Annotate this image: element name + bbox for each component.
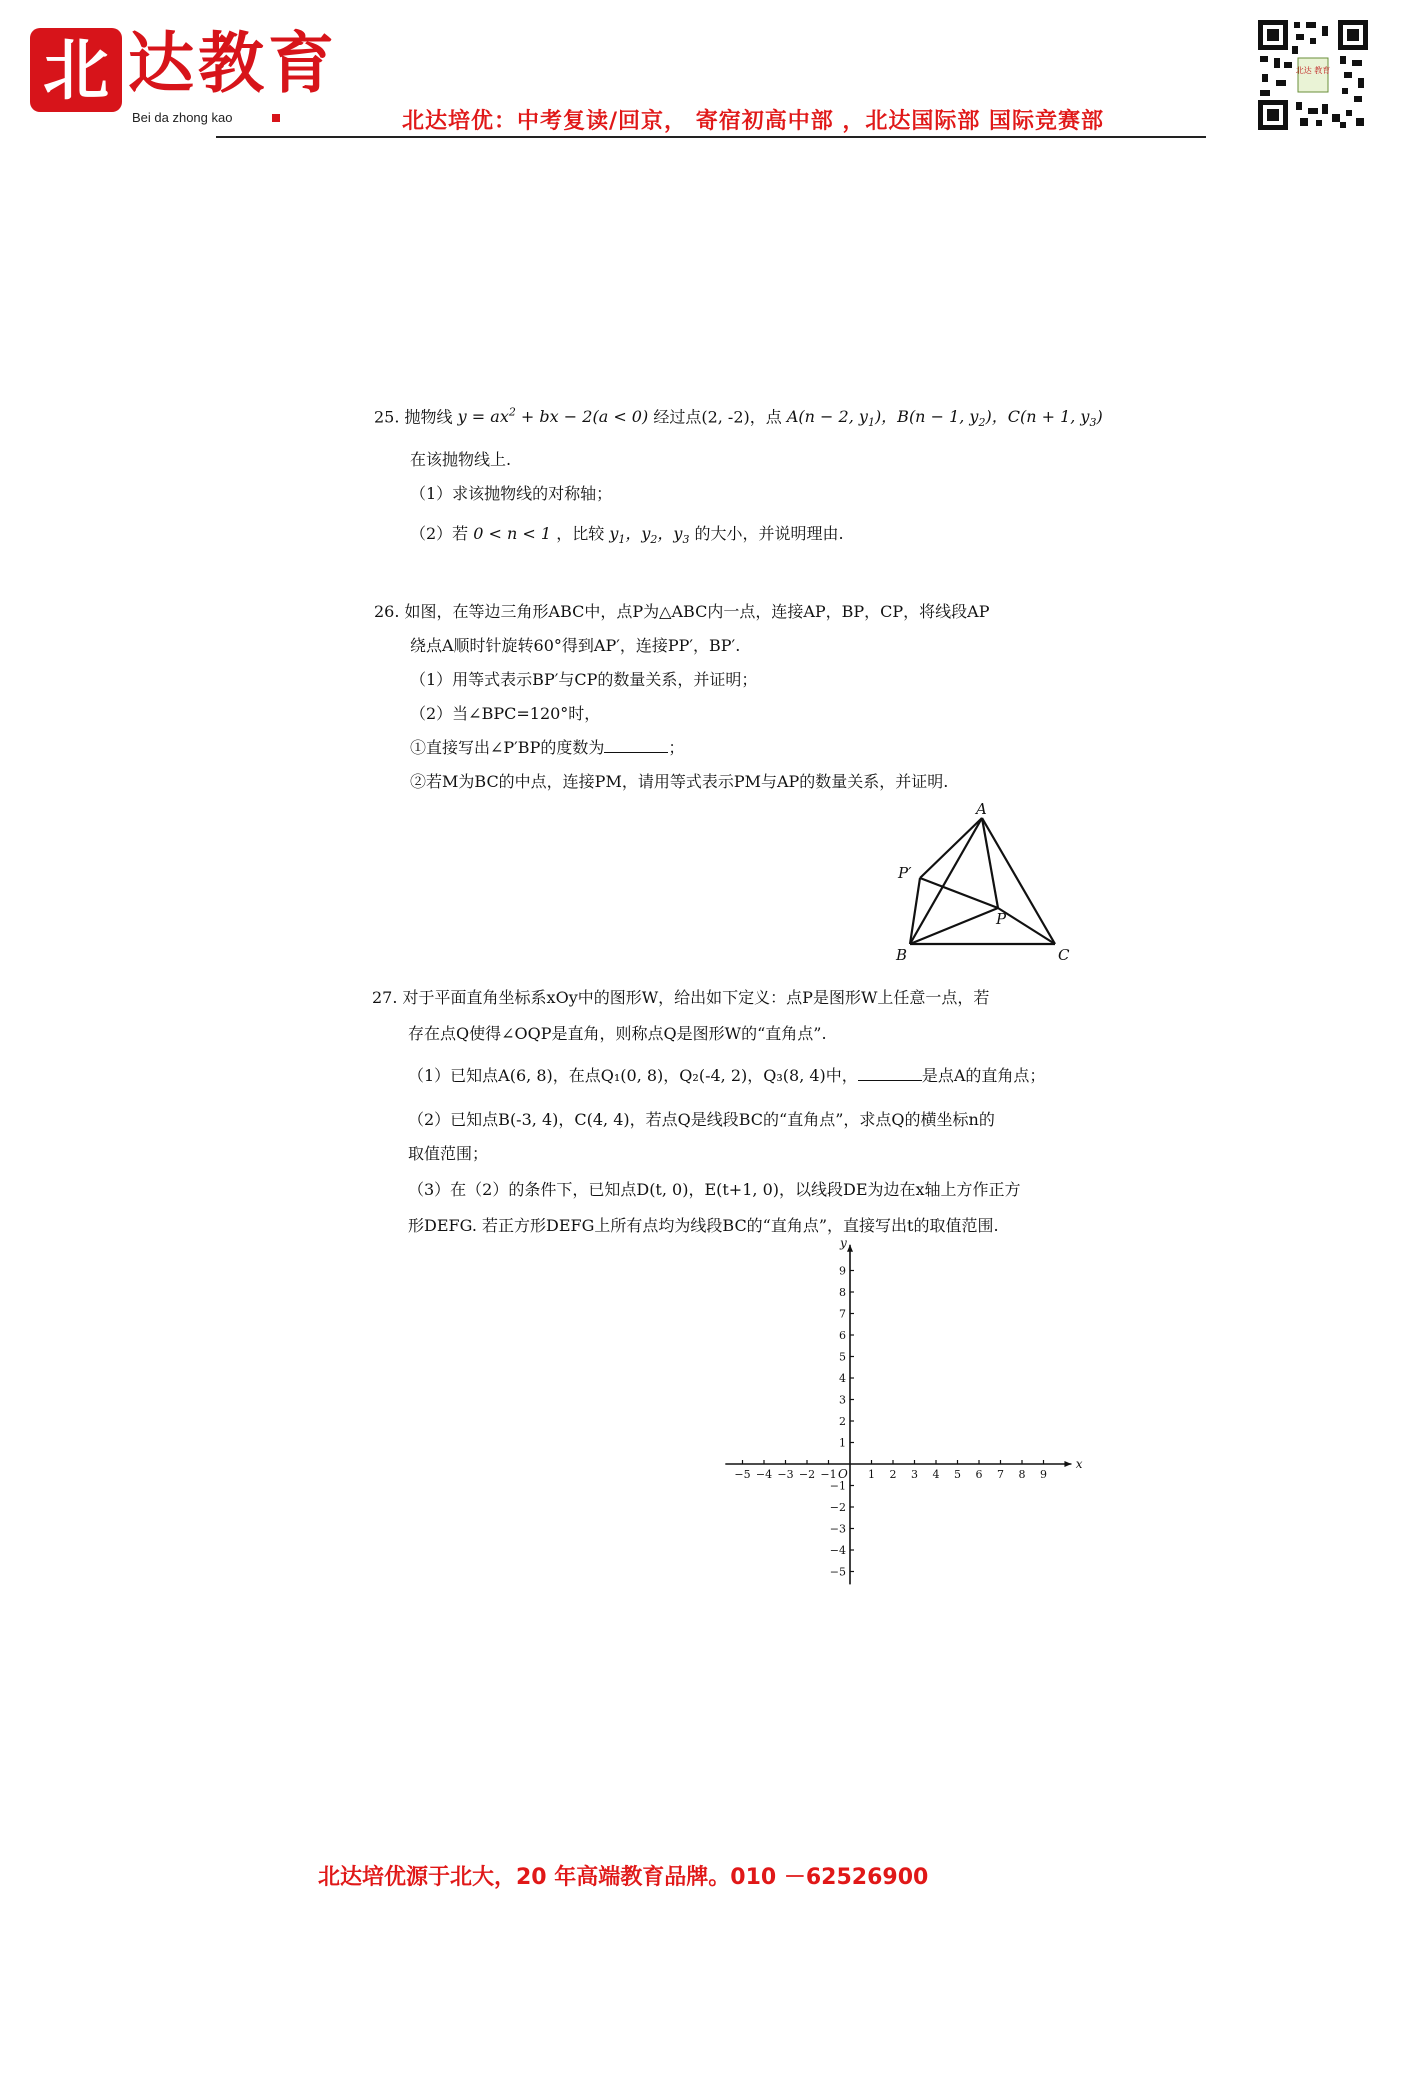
seg-CP	[998, 908, 1055, 944]
x-tick-label: 6	[975, 1468, 983, 1481]
x-tick-label: −4	[755, 1468, 773, 1481]
x-tick-label: −1	[820, 1468, 837, 1481]
q25-stem-cont: 在该抛物线上.	[410, 450, 512, 469]
x-tick-label: 7	[997, 1468, 1004, 1481]
q27-line1-text: 对于平面直角坐标系xOy中的图形W，给出如下定义：点P是图形W上任意一点，若	[402, 988, 990, 1007]
q27-line4: （2）已知点B(-3, 4)，C(4, 4)，若点Q是线段BC的“直角点”，求点Q的横坐标n的	[408, 1110, 995, 1129]
header-slogan: 北达培优：中考复读/回京， 寄宿初高中部 ，北达国际部 国际竞赛部	[402, 109, 1105, 134]
q26-line1	[374, 602, 990, 621]
logo-char: 北	[43, 31, 109, 109]
q26-line4: （2）当∠BPC=120°时，	[410, 704, 601, 723]
label-Pprime: P′	[898, 864, 912, 882]
q26-triangle-figure	[880, 800, 1080, 970]
q27-line3	[408, 1066, 1045, 1085]
y-tick-label: 6	[839, 1329, 846, 1342]
x-tick-label: 5	[954, 1468, 961, 1481]
q25-formula: $y = ax^2$ + bx − 2(a < 0)	[457, 406, 649, 427]
q27-line6: （3）在（2）的条件下，已知点D(t, 0)，E(t+1, 0)，以线段DE为边在x轴上方作正方	[408, 1180, 1021, 1199]
seg-BP	[910, 908, 998, 944]
label-C: C	[1058, 946, 1070, 964]
q25-y-values: $y_1$，$y_2$，$y_3$	[609, 524, 690, 547]
q27-number: 27.	[372, 988, 398, 1007]
q27-line1	[372, 988, 989, 1007]
q25-stem-b: 经过点(2, -2)，点	[653, 407, 782, 427]
x-tick-label: −3	[777, 1468, 794, 1481]
q27-line2: 存在点Q使得∠OQP是直角，则称点Q是图形W的“直角点”.	[408, 1024, 827, 1043]
footer-slogan: 北达培优源于北大，20 年高端教育品牌。010 －62526900	[318, 1865, 929, 1890]
x-tick-label: 4	[932, 1468, 940, 1481]
logo-subtitle: Bei da zhong kao	[132, 110, 233, 125]
x-tick-label: 3	[911, 1468, 918, 1481]
y-tick-label: 8	[839, 1286, 846, 1299]
y-tick-label: −4	[829, 1544, 846, 1557]
y-tick-label: −1	[829, 1479, 846, 1493]
x-axis-arrow	[1064, 1461, 1071, 1467]
q26-line1-text: 如图，在等边三角形ABC中，点P为△ABC内一点，连接AP，BP，CP，将线段AP	[404, 602, 990, 621]
q26-line5-b: ；	[668, 738, 685, 757]
y-tick-label: 7	[839, 1307, 846, 1321]
q26-line5	[410, 738, 684, 757]
y-tick-label: −5	[829, 1565, 846, 1579]
y-tick-label: 4	[839, 1372, 846, 1385]
q26-line2: 绕点A顺时针旋转60°得到AP′，连接PP′，BP′.	[410, 636, 741, 655]
y-tick-label: −2	[829, 1501, 846, 1514]
seg-PPprime	[920, 878, 998, 908]
label-B: B	[896, 946, 908, 964]
q26-line3: （1）用等式表示BP′与CP的数量关系，并证明；	[410, 670, 758, 689]
q25-stem	[374, 406, 1103, 430]
qr-center-label: 北达 教育	[1295, 66, 1331, 75]
q25-number: 25.	[374, 407, 400, 427]
q26-answer-blank	[604, 738, 668, 753]
x-tick-label: 1	[868, 1468, 875, 1481]
label-A: A	[976, 800, 987, 818]
q26-line6: ②若M为BC的中点，连接PM，请用等式表示PM与AP的数量关系，并证明.	[410, 772, 949, 791]
x-tick-label: 8	[1018, 1468, 1026, 1481]
header-rule	[216, 136, 1206, 138]
y-axis-label: y	[840, 1238, 847, 1250]
q27-answer-blank	[858, 1066, 922, 1081]
q25-part2-b: ，比较	[556, 524, 605, 543]
seg-AB	[910, 818, 982, 944]
q25-part2	[410, 524, 844, 546]
q25-part2-c: 的大小，并说明理由.	[694, 524, 844, 543]
y-tick-label: 5	[839, 1350, 846, 1364]
y-tick-label: 3	[839, 1393, 846, 1407]
y-tick-label: 1	[839, 1436, 846, 1450]
y-axis-arrow	[847, 1245, 853, 1252]
q25-condition: 0 < n < 1	[473, 524, 552, 543]
coordinate-grid	[720, 1238, 1090, 1598]
q27-line3-b: 是点A的直角点；	[921, 1066, 1046, 1085]
y-tick-label: 9	[839, 1264, 846, 1278]
logo-mark	[30, 28, 122, 112]
q27-line5: 取值范围；	[408, 1144, 489, 1163]
x-tick-label: 2	[889, 1468, 897, 1481]
q25-stem-a: 抛物线	[404, 407, 453, 427]
logo-dot	[272, 114, 280, 122]
q27-line7: 形DEFG. 若正方形DEFG上所有点均为线段BC的“直角点”，直接写出t的取值范围.	[408, 1216, 999, 1235]
x-tick-label: 9	[1040, 1468, 1047, 1481]
q25-part2-a: （2）若	[410, 524, 469, 543]
q27-line3-a: （1）已知点A(6, 8)，在点Q₁(0, 8)，Q₂(-4, 2)，Q₃(8, 4)中，	[408, 1066, 858, 1085]
y-tick-label: −3	[829, 1522, 846, 1536]
q26-number: 26.	[374, 602, 400, 621]
origin-label: O	[838, 1467, 848, 1481]
x-tick-label: −5	[734, 1468, 751, 1481]
seg-APprime	[920, 818, 982, 878]
label-P: P	[996, 910, 1007, 928]
y-tick-label: 2	[839, 1415, 846, 1428]
logo-name: 达教育	[128, 24, 338, 102]
qr-code-icon	[1256, 18, 1370, 132]
x-tick-label: −2	[798, 1468, 816, 1481]
q26-line5-a: ①直接写出∠P′BP的度数为	[410, 738, 605, 757]
q25-points: A(n − 2, $y_1$)，B(n − 1, $y_2$)，C(n + 1, $y_3$)	[786, 407, 1103, 430]
x-axis-label: x	[1075, 1457, 1083, 1471]
q25-part1: （1）求该抛物线的对称轴；	[410, 484, 613, 503]
